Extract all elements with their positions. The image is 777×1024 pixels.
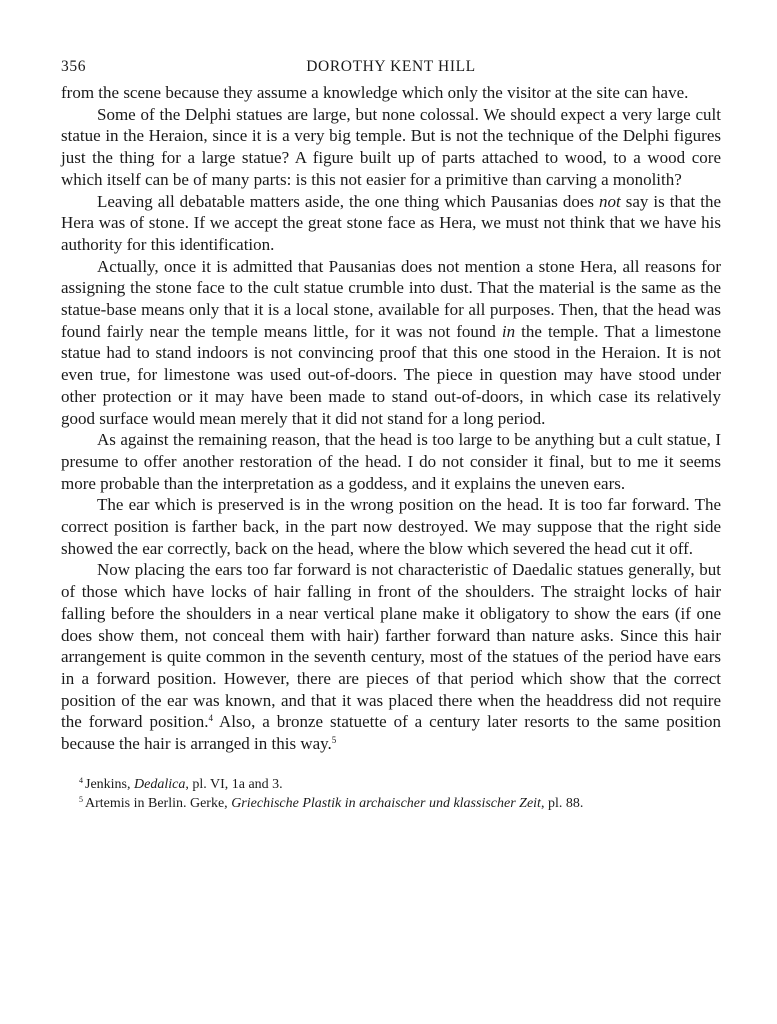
text-run: from the scene because they assume a knowledge which only the visitor at the site can have.: [61, 83, 689, 102]
text-run: As against the remaining reason, that the head is too large to be anything but a cult statue, I presume to offer another restoration of the head. I do not consider it final, but to me it seems more probable than the interpretation as a goddess, and it explains the uneven ears.: [61, 430, 721, 493]
italic-text: in: [501, 321, 516, 341]
footnote: [79, 775, 721, 794]
text-run: The ear which is preserved is in the wrong position on the head. It is too far forward. The correct position is farther back, in the part now destroyed. We may suppose that the right side showed the ear correctly, back on the head, where the blow which severed the head cut it off.: [61, 495, 721, 558]
body-text: [61, 82, 721, 755]
text-run: Leaving all debatable matters aside, the one thing which Pausanias does: [97, 191, 600, 211]
footnote-marker: 4: [79, 775, 83, 785]
text-run: Also, a bronze statuette of a century later resorts to the same position because the hair is arranged in this way.: [61, 712, 722, 754]
text-run: Actually, once it is admitted that Pausanias does not mention a stone Hera, all reasons for assigning the stone face to the cult statue crumble into dust. That the material is the same as the statue-base means only that it is a local stone, available for all purposes. Then, that the head was found fairly near the temple means little, for it was not found: [61, 256, 721, 341]
text-run: Artemis in Berlin. Gerke,: [85, 795, 232, 811]
footnote-marker: 5: [79, 794, 83, 804]
document-page: [61, 52, 721, 813]
italic-text: Griechische Plastik in archaischer und klassischer Zeit: [231, 795, 541, 811]
paragraph: [61, 559, 721, 754]
paragraph: [61, 256, 721, 430]
footnote-ref: 5: [331, 735, 337, 746]
paragraph: [61, 191, 721, 256]
paragraph: [61, 494, 721, 559]
running-head: DOROTHY KENT HILL: [306, 58, 476, 75]
footnote: [79, 794, 721, 813]
text-run: , pl. VI, 1a and 3.: [185, 776, 283, 792]
text-run: say is that the Hera was of stone. If we accept the great stone face as Hera, we must not think that we have his authority for this identification.: [61, 191, 721, 254]
page-header: [61, 52, 721, 82]
footnotes: [61, 775, 721, 813]
text-run: Now placing the ears too far forward is not characteristic of Daedalic statues generally, but of those which have locks of hair falling in front of the shoulders. The straight locks of hair falling before the shoulders in a near vertical plane make it obligatory to show the ears (if one does show them, not conceal them with hair) farther forward than nature asks. Since this hair arrangement is quite common in the seventh century, most of the statues of the period have ears in a forward position. However, there are pieces of that period which show that the correct position of the ear was known, and that it was placed there when the headdress did not require the forward position.: [61, 560, 721, 732]
footnote-ref: 4: [208, 713, 213, 724]
paragraph: [61, 429, 721, 494]
paragraph: [61, 82, 721, 104]
italic-text: not: [599, 191, 621, 211]
text-run: Some of the Delphi statues are large, but none colossal. We should expect a very large cult statue in the Heraion, since it is a very big temple. But is not the technique of the Delphi figures just the thing for a large statue? A figure built up of parts attached to wood, to a wood core which itself can be of many parts: is this not easier for a primitive than carving a monolith?: [61, 104, 721, 189]
paragraph: [61, 104, 721, 191]
text-run: the temple. That a limestone statue had to stand indoors is not convincing proof that this one stood in the Heraion. It is not even true, for limestone was used out-of-doors. The piece in question may have stood under other protection or it may have been made to stand out-of-doors, in which case its relatively good surface would mean merely that it did not stand for a long period.: [61, 321, 721, 428]
italic-text: Dedalica: [134, 776, 186, 792]
text-run: Jenkins,: [85, 776, 134, 792]
text-run: , pl. 88.: [540, 795, 584, 811]
page-number: 356: [61, 58, 87, 75]
